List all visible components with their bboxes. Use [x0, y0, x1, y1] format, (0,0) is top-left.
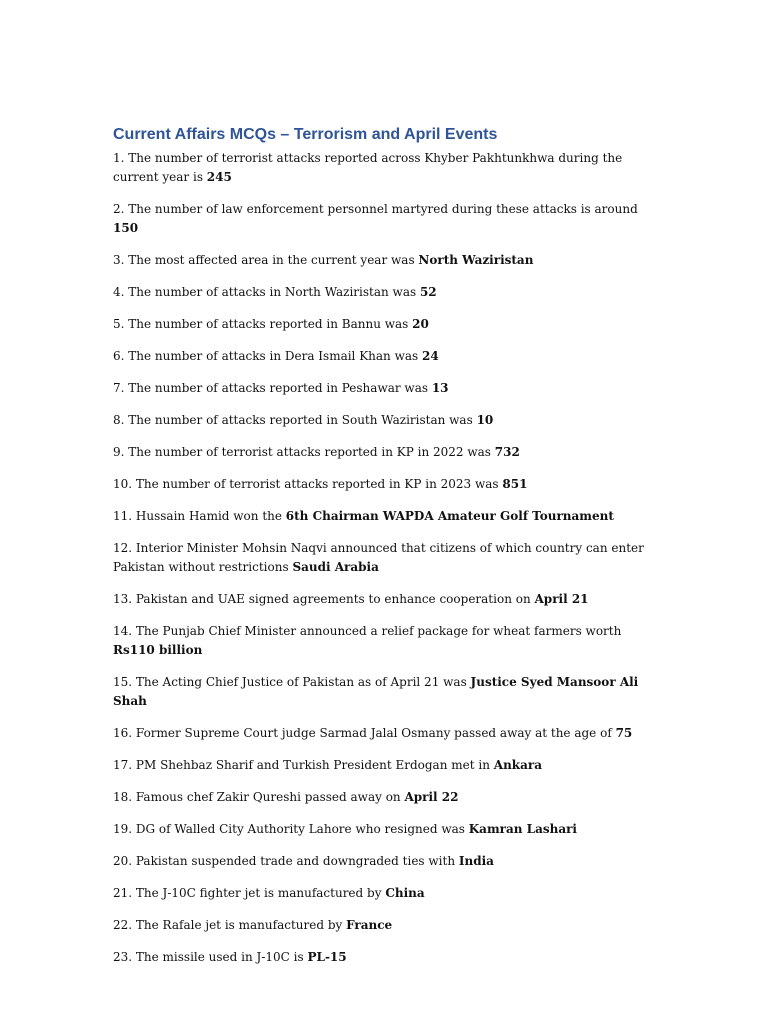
question-text: 8. The number of attacks reported in South Waziristan was: [113, 413, 477, 427]
question-item: [113, 283, 658, 302]
question-text: 5. The number of attacks reported in Bannu was: [113, 317, 413, 331]
question-item: [113, 251, 658, 270]
question-text: 6. The number of attacks in Dera Ismail Khan was: [113, 349, 422, 363]
question-item: [113, 347, 658, 366]
answer-text: April 22: [404, 790, 459, 804]
answer-text: China: [385, 886, 425, 900]
question-item: [113, 443, 658, 462]
answer-text: France: [346, 918, 393, 932]
answer-text: 13: [431, 381, 449, 395]
answer-text: 52: [419, 285, 437, 299]
answer-text: 245: [206, 170, 232, 184]
question-text: 22. The Rafale jet is manufactured by: [113, 918, 347, 932]
question-text: 16. Former Supreme Court judge Sarmad Jalal Osmany passed away at the age of: [113, 726, 616, 740]
answer-text: Rs110 billion: [113, 643, 203, 657]
answer-text: 732: [494, 445, 520, 459]
answer-text: North Waziristan: [418, 253, 534, 267]
question-text: 13. Pakistan and UAE signed agreements to enhance cooperation on: [113, 592, 535, 606]
question-item: [113, 315, 658, 334]
question-item: [113, 475, 658, 494]
answer-text: PL-15: [307, 950, 347, 964]
question-item: [113, 916, 658, 935]
answer-text: 150: [113, 221, 139, 235]
question-item: [113, 820, 658, 839]
question-item: [113, 149, 658, 187]
question-item: [113, 948, 658, 967]
question-text: 20. Pakistan suspended trade and downgraded ties with: [113, 854, 459, 868]
answer-text: 24: [422, 349, 439, 363]
answer-text: Justice Syed Mansoor Ali Shah: [113, 675, 639, 708]
question-text: 17. PM Shehbaz Sharif and Turkish President Erdogan met in: [113, 758, 494, 772]
question-text: 21. The J-10C fighter jet is manufactured by: [113, 886, 386, 900]
question-text: 4. The number of attacks in North Waziristan was: [113, 285, 420, 299]
answer-text: 20: [412, 317, 429, 331]
question-item: [113, 884, 658, 903]
answer-text: 6th Chairman WAPDA Amateur Golf Tournament: [285, 509, 614, 523]
question-list: [113, 149, 658, 967]
answer-text: 851: [502, 477, 528, 491]
question-item: [113, 788, 658, 807]
document-content: [113, 124, 658, 980]
question-item: [113, 507, 658, 526]
question-text: 12. Interior Minister Mohsin Naqvi announced that citizens of which country can enter Pakistan without restrictions: [113, 541, 644, 574]
question-item: [113, 200, 658, 238]
question-item: [113, 756, 658, 775]
answer-text: Ankara: [493, 758, 542, 772]
answer-text: Kamran Lashari: [468, 822, 577, 836]
question-text: 23. The missile used in J-10C is: [113, 950, 308, 964]
answer-text: India: [458, 854, 494, 868]
question-text: 9. The number of terrorist attacks reported in KP in 2022 was: [113, 445, 495, 459]
question-item: [113, 673, 658, 711]
question-item: [113, 852, 658, 871]
question-text: 19. DG of Walled City Authority Lahore who resigned was: [113, 822, 469, 836]
question-item: [113, 379, 658, 398]
question-item: [113, 622, 658, 660]
question-item: [113, 724, 658, 743]
question-text: 18. Famous chef Zakir Qureshi passed away on: [113, 790, 405, 804]
question-item: [113, 590, 658, 609]
question-text: 7. The number of attacks reported in Peshawar was: [113, 381, 432, 395]
question-text: 14. The Punjab Chief Minister announced a relief package for wheat farmers worth: [113, 624, 622, 638]
question-text: 15. The Acting Chief Justice of Pakistan as of April 21 was: [113, 675, 471, 689]
question-item: [113, 411, 658, 430]
answer-text: April 21: [534, 592, 589, 606]
question-text: 10. The number of terrorist attacks reported in KP in 2023 was: [113, 477, 503, 491]
question-text: 2. The number of law enforcement personnel martyred during these attacks is around: [113, 202, 638, 216]
answer-text: 10: [476, 413, 494, 427]
question-text: 11. Hussain Hamid won the: [113, 509, 286, 523]
question-text: 3. The most affected area in the current year was: [113, 253, 419, 267]
answer-text: Saudi Arabia: [292, 560, 379, 574]
question-item: [113, 539, 658, 577]
document-title: Current Affairs MCQs – Terrorism and April Events: [113, 126, 498, 143]
answer-text: 75: [615, 726, 633, 740]
question-text: 1. The number of terrorist attacks reported across Khyber Pakhtunkhwa during the current year is: [113, 151, 623, 184]
